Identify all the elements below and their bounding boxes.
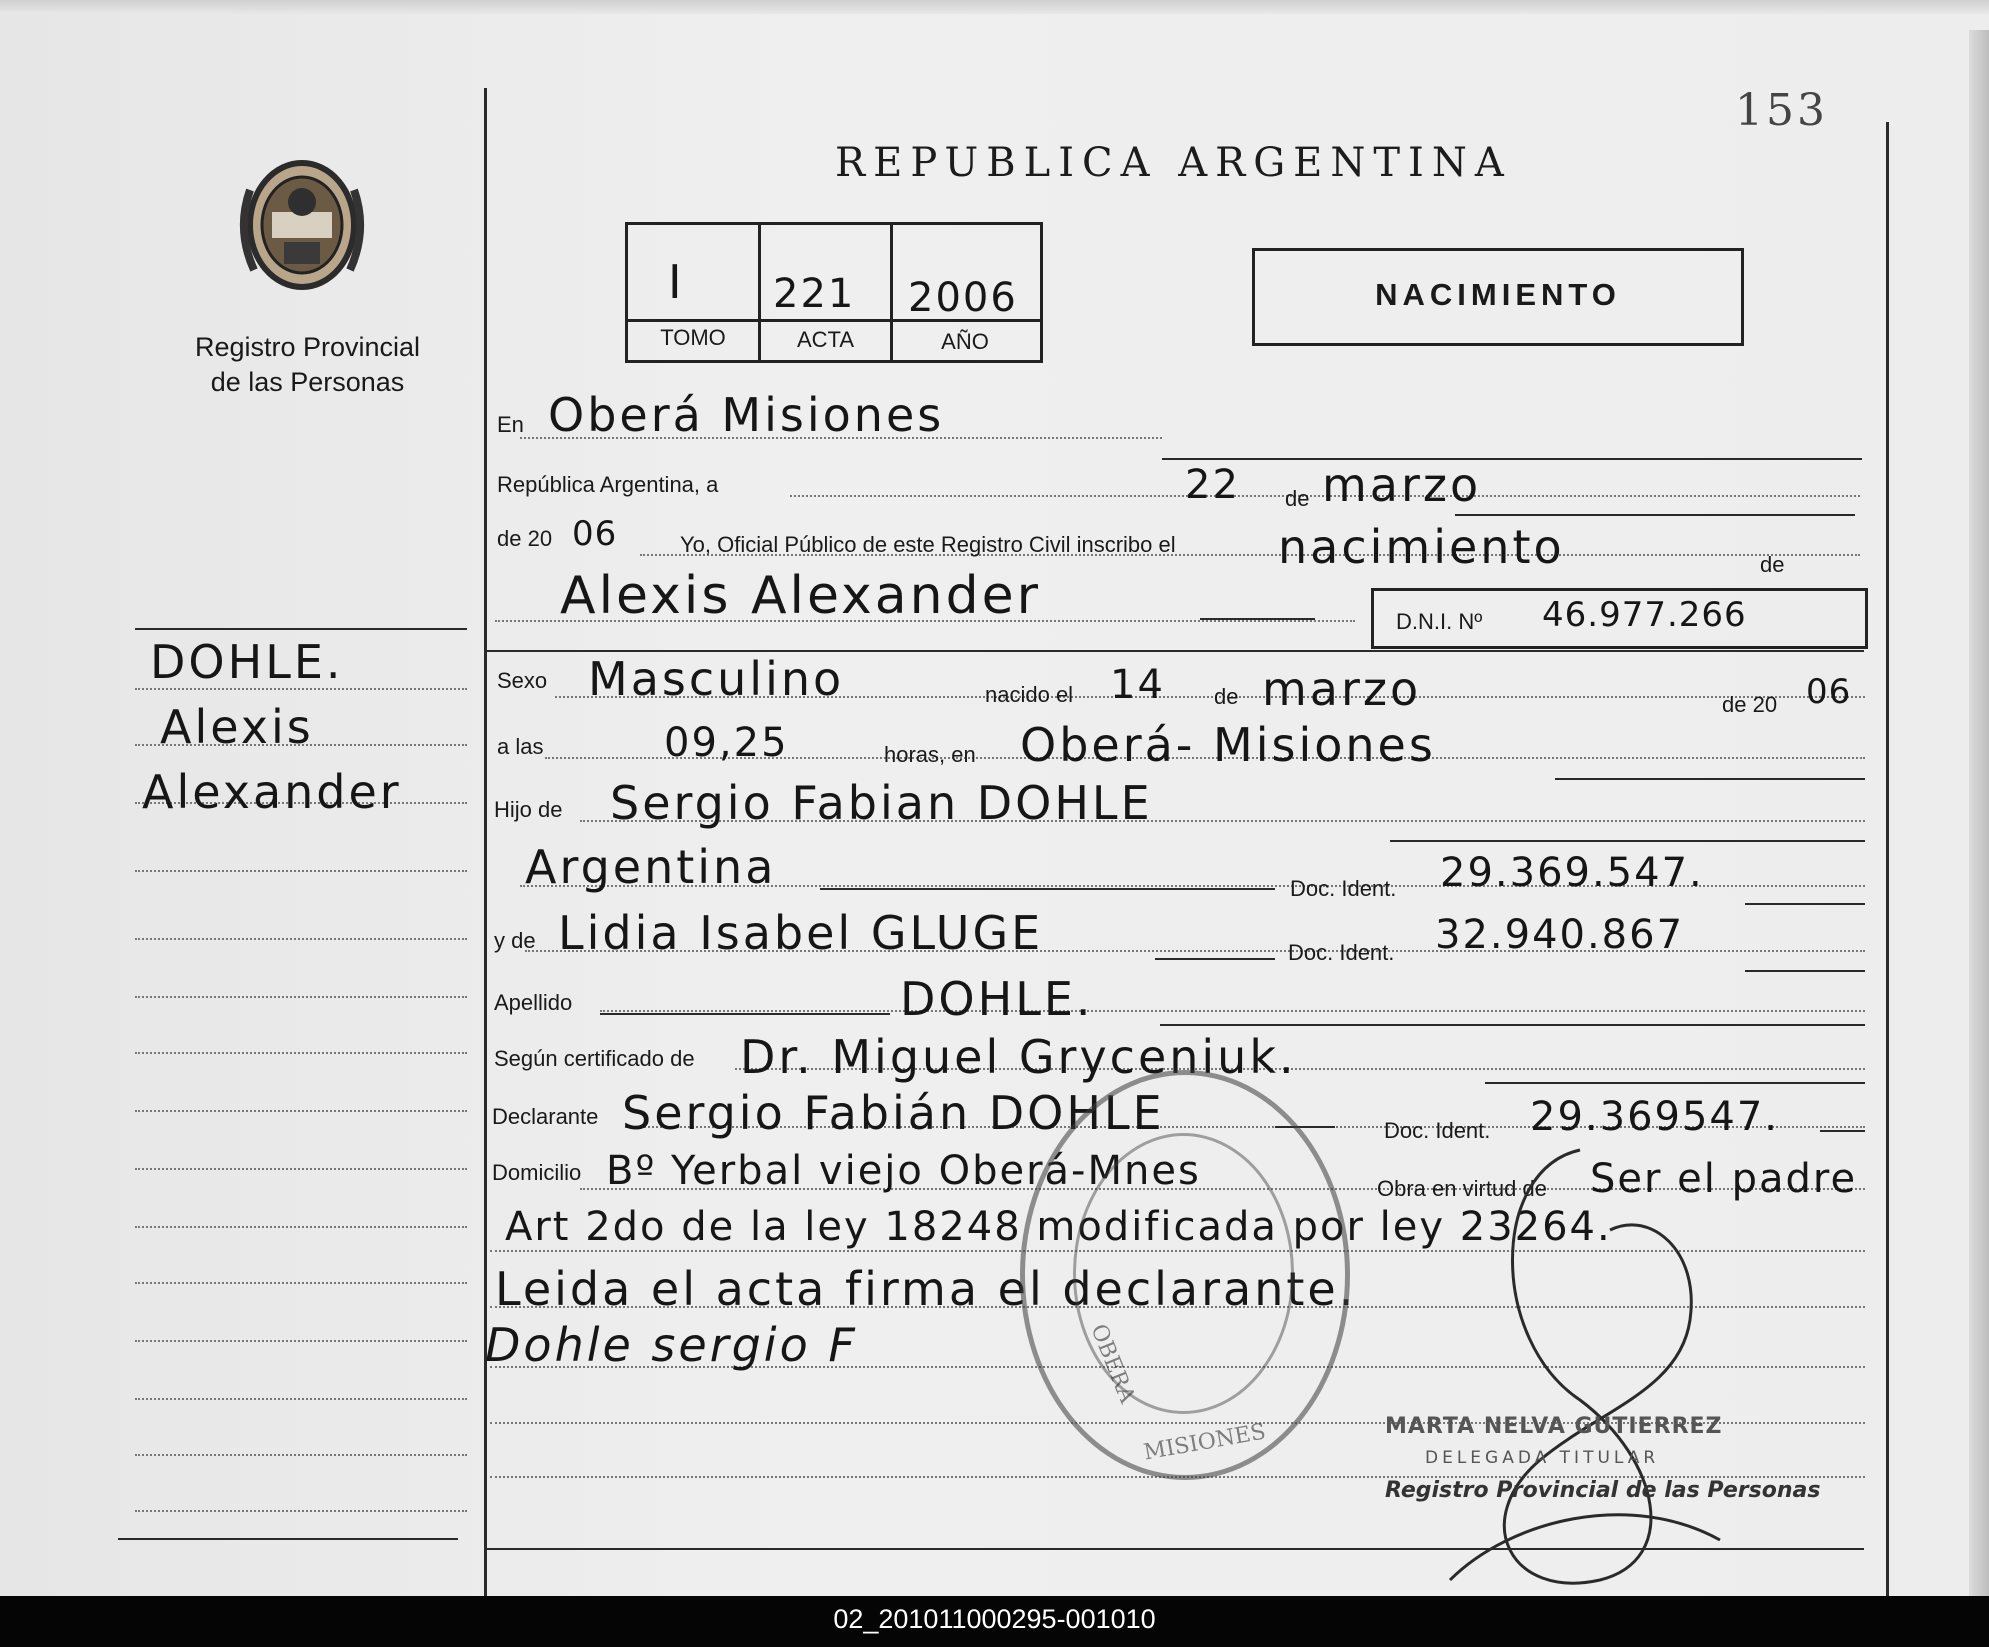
apellido-value: DOHLE. (900, 972, 1094, 1026)
declarante-doc: 29.369547. (1530, 1094, 1780, 1140)
de-label-3: de (1214, 684, 1239, 709)
margin-bottom-rule (118, 1538, 458, 1540)
father-nationality: Argentina (525, 840, 777, 894)
child-name: Alexis Alexander (560, 566, 1042, 626)
de20-label-2: de 20 (1722, 692, 1778, 717)
officer-text: Yo, Oficial Público de este Registro Civil inscribo el (680, 532, 1176, 557)
provincial-coat-of-arms-icon (232, 150, 372, 300)
certificado-label: Según certificado de (494, 1046, 695, 1071)
country-title: REPUBLICA ARGENTINA (835, 140, 1512, 186)
registry-name-line1: Registro Provincial (194, 332, 421, 362)
hijo-label: Hijo de (494, 797, 563, 822)
republica-label: República Argentina, a (497, 472, 719, 497)
mother-doc: 32.940.867 (1435, 912, 1685, 958)
page-top-edge (0, 0, 1989, 14)
mother-name: Lidia Isabel GLUGE (558, 906, 1044, 960)
year-value: 06 (572, 514, 618, 554)
seal-province: MISIONES (1141, 1419, 1268, 1466)
doc-ident-label-2: Doc. Ident. (1288, 940, 1395, 965)
dni-value: 46.977.266 (1542, 595, 1747, 635)
de-label-2: de (1760, 552, 1785, 577)
month-value: marzo (1322, 458, 1482, 512)
birth-month: marzo (1262, 662, 1422, 716)
sexo-value: Masculino (588, 652, 845, 706)
page-right-edge (1969, 30, 1989, 1596)
tomo-label: TOMO (660, 325, 726, 350)
margin-given-name-1: Alexis (160, 700, 314, 754)
dni-box (1371, 588, 1868, 649)
birth-day: 14 (1110, 662, 1165, 708)
en-value: Oberá Misiones (548, 388, 945, 442)
father-doc: 29.369.547. (1440, 850, 1704, 896)
notes-line1: Art 2do de la ley 18248 modificada por ley 23264. (505, 1204, 1612, 1250)
domicilio-label: Domicilio (492, 1160, 582, 1185)
registry-name-line2: de las Personas (210, 367, 405, 397)
official-seal (1020, 1070, 1350, 1480)
birth-time: 09,25 (664, 720, 789, 766)
record-number-box (625, 222, 1043, 363)
dni-label: D.N.I. Nº (1396, 609, 1483, 634)
birth-place: Oberá- Misiones (1020, 718, 1436, 772)
nacido-label: nacido el (985, 682, 1074, 707)
official-title: DELEGADA TITULAR (1425, 1448, 1660, 1468)
horas-label: horas, en (884, 742, 976, 767)
en-label: En (497, 412, 524, 437)
margin-surname: DOHLE. (150, 635, 344, 689)
doc-ident-label-3: Doc. Ident. (1384, 1118, 1491, 1143)
acta-value: 221 (773, 271, 856, 317)
apellido-label: Apellido (494, 990, 573, 1015)
birth-year: 06 (1806, 672, 1852, 712)
declarante-value: Sergio Fabián DOHLE (622, 1086, 1165, 1140)
notes-line2: Leida el acta firma el declarante. (495, 1262, 1357, 1316)
certificado-value: Dr. Miguel Gryceniuk. (740, 1030, 1297, 1084)
de-label: de (1285, 486, 1310, 511)
sexo-label: Sexo (497, 668, 548, 693)
obra-label: Obra en virtud de (1377, 1176, 1547, 1201)
registry-name (150, 330, 465, 400)
official-signature-icon (1430, 1140, 1730, 1600)
official-office: Registro Provincial de las Personas (1385, 1478, 1821, 1503)
obra-value: Ser el padre (1590, 1156, 1858, 1202)
acta-label: ACTA (796, 327, 855, 352)
anio-value: 2006 (908, 275, 1018, 321)
margin-top-rule (135, 628, 467, 630)
alas-label: a las (497, 734, 544, 759)
document-type-box (1252, 248, 1744, 346)
act-value: nacimiento (1278, 520, 1565, 574)
doc-ident-label: Doc. Ident. (1290, 876, 1397, 901)
father-name: Sergio Fabian DOHLE (610, 776, 1153, 830)
margin-given-name-2: Alexander (142, 765, 402, 819)
notes-line3: Dohle sergio F (485, 1318, 858, 1372)
domicilio-value: Bº Yerbal viejo Oberá-Mnes (606, 1148, 1201, 1194)
document-type: NACIMIENTO (1375, 277, 1621, 312)
official-name: MARTA NELVA GUTIERREZ (1385, 1414, 1723, 1439)
anio-label: AÑO (941, 329, 989, 354)
seal-city: OBERA (1085, 1320, 1140, 1407)
de20-label: de 20 (497, 526, 553, 551)
tomo-value: I (668, 255, 685, 309)
scan-caption: 02_201011000295-001010 (833, 1604, 1156, 1634)
right-border (1886, 122, 1889, 1596)
page-number: 153 (1735, 85, 1828, 136)
day-value: 22 (1185, 462, 1240, 508)
declarante-label: Declarante (492, 1104, 599, 1129)
yde-label: y de (494, 928, 536, 953)
